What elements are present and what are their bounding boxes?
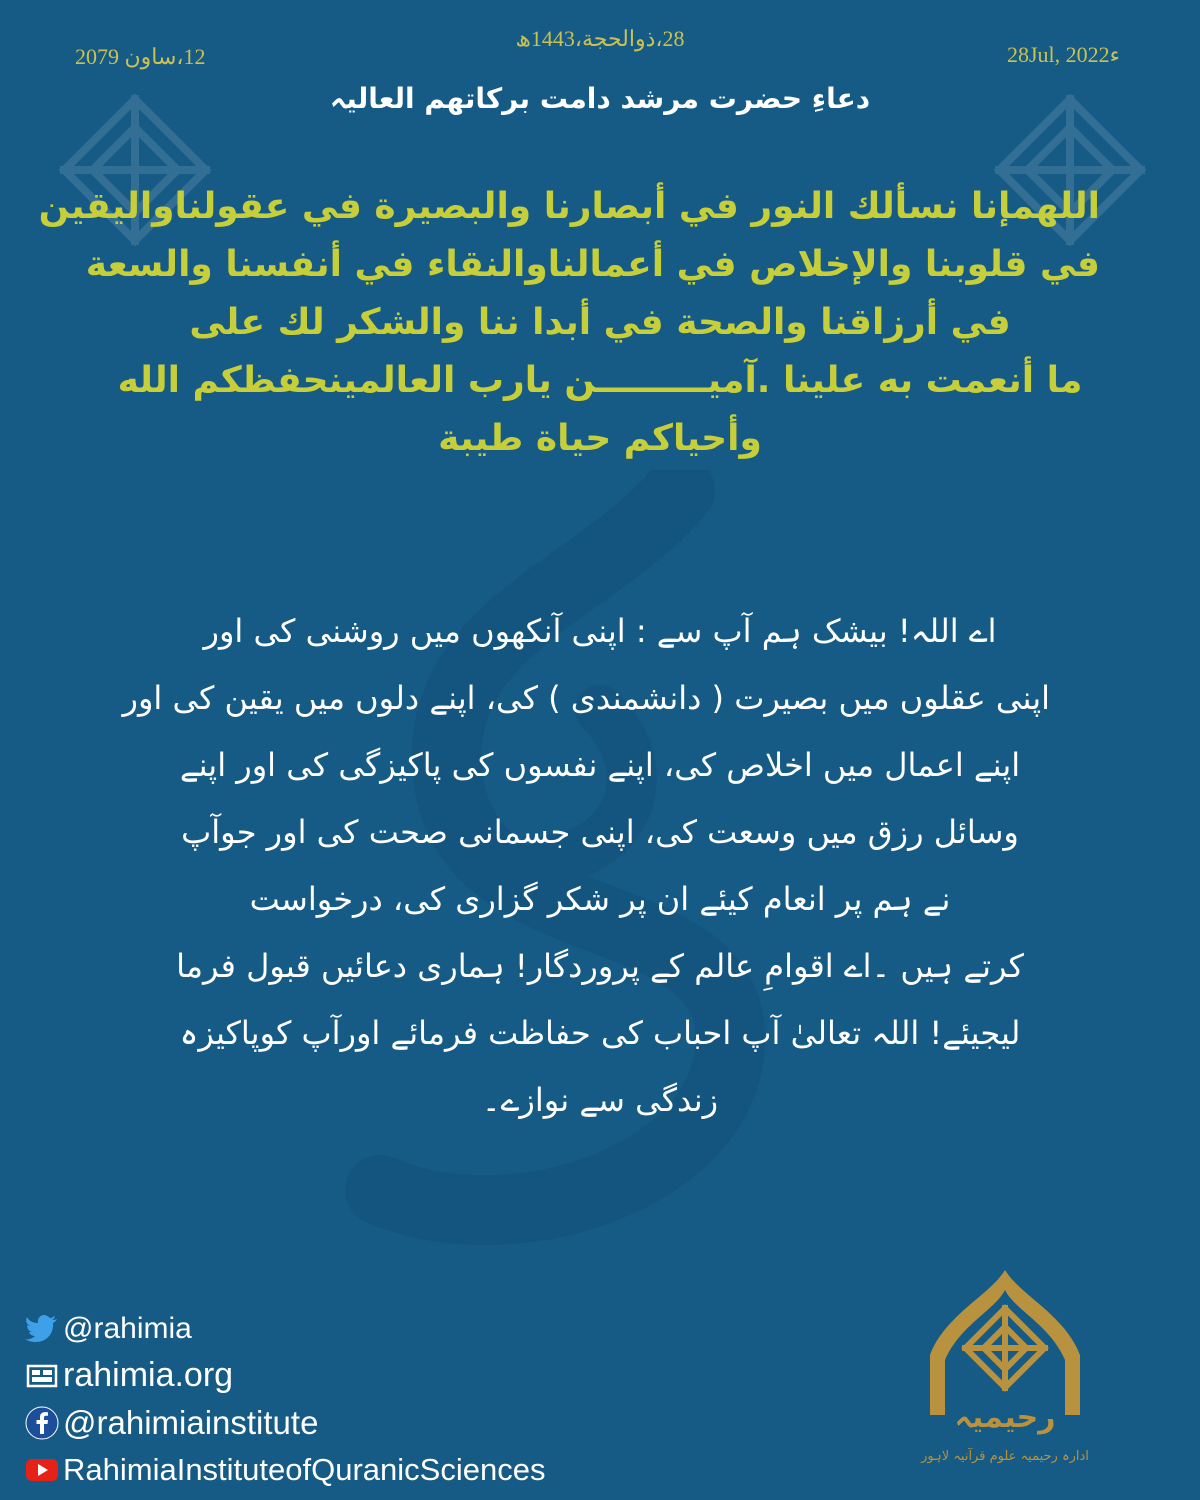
urdu-line: وسائل رزق میں وسعت کی، اپنی جسمانی صحت کی اور جوآپ [181,813,1019,851]
youtube-icon [25,1455,59,1485]
website-link[interactable] [25,1352,645,1399]
logo-subtitle: ادارہ رحیمیہ علوم قرآنیہ لاہور [921,1449,1089,1464]
arabic-prayer [38,178,1100,468]
urdu-line: اپنی عقلوں میں بصیرت ( دانشمندی ) کی، اپنے دلوں میں یقین کی اور [122,679,1050,717]
urdu-line: زندگی سے نوازے۔ [481,1081,719,1119]
arabic-line: في أرزاقنا والصحة في أبدا ننا والشكر لك على [189,302,1011,343]
web-icon [25,1361,59,1391]
arabic-line: ما أنعمت به علينا .آميـــــــــن يارب العالمينحفظكم الله [117,360,1083,401]
twitter-icon [25,1314,59,1344]
twitter-link[interactable] [25,1305,645,1352]
arabic-line: وأحياكم حياة طيبة [438,418,762,459]
urdu-line: اے اللہ! بیشک ہم آپ سے : اپنی آنکھوں میں روشنی کی اور [203,612,997,650]
urdu-line: اپنے اعمال میں اخلاص کی، اپنے نفسوں کی پاکیزگی کی اور اپنے [179,746,1021,784]
logo-name: رحیمیہ [954,1400,1056,1435]
urdu-line: لیجیئے! اللہ تعالیٰ آپ احباب کی حفاظت فرمائے اورآپ کوپاکیزہ [179,1014,1021,1052]
urdu-line: کرتے ہیں ۔اے اقوامِ عالم کے پروردگار! ہماری دعائیں قبول فرما [176,947,1024,985]
arabic-line: في قلوبنا والإخلاص في أعمالناوالنقاء في أنفسنا والسعة [85,244,1100,285]
facebook-link[interactable] [25,1399,645,1446]
arabic-line: اللھمإنا نسألك النور في أبصارنا والبصيرة في عقولناواليقين [38,186,1100,227]
gregorian-date: 28Jul, 2022ء [1006,42,1120,67]
facebook-icon [25,1406,59,1440]
prayer-header: دعاءِ حضرت مرشد دامت برکاتھم العالیہ [329,82,871,115]
youtube-link[interactable] [25,1446,645,1493]
urdu-line: نے ہم پر انعام کیئے ان پر شکر گزاری کی، درخواست [249,880,951,918]
social-links [25,1305,645,1493]
hijri-date: 28،ذوالحجة،1443ھ [515,26,685,51]
urdu-translation [122,598,1050,1134]
facebook-handle: @rahimiainstitute [63,1403,319,1441]
desi-date: 12،ساون 2079 [75,44,206,69]
youtube-channel: RahimiaInstituteofQuranicSciences [63,1451,546,1487]
twitter-handle: @rahimia [63,1311,192,1345]
website-url: rahimia.org [63,1356,234,1394]
rahimia-logo [905,1265,1105,1475]
